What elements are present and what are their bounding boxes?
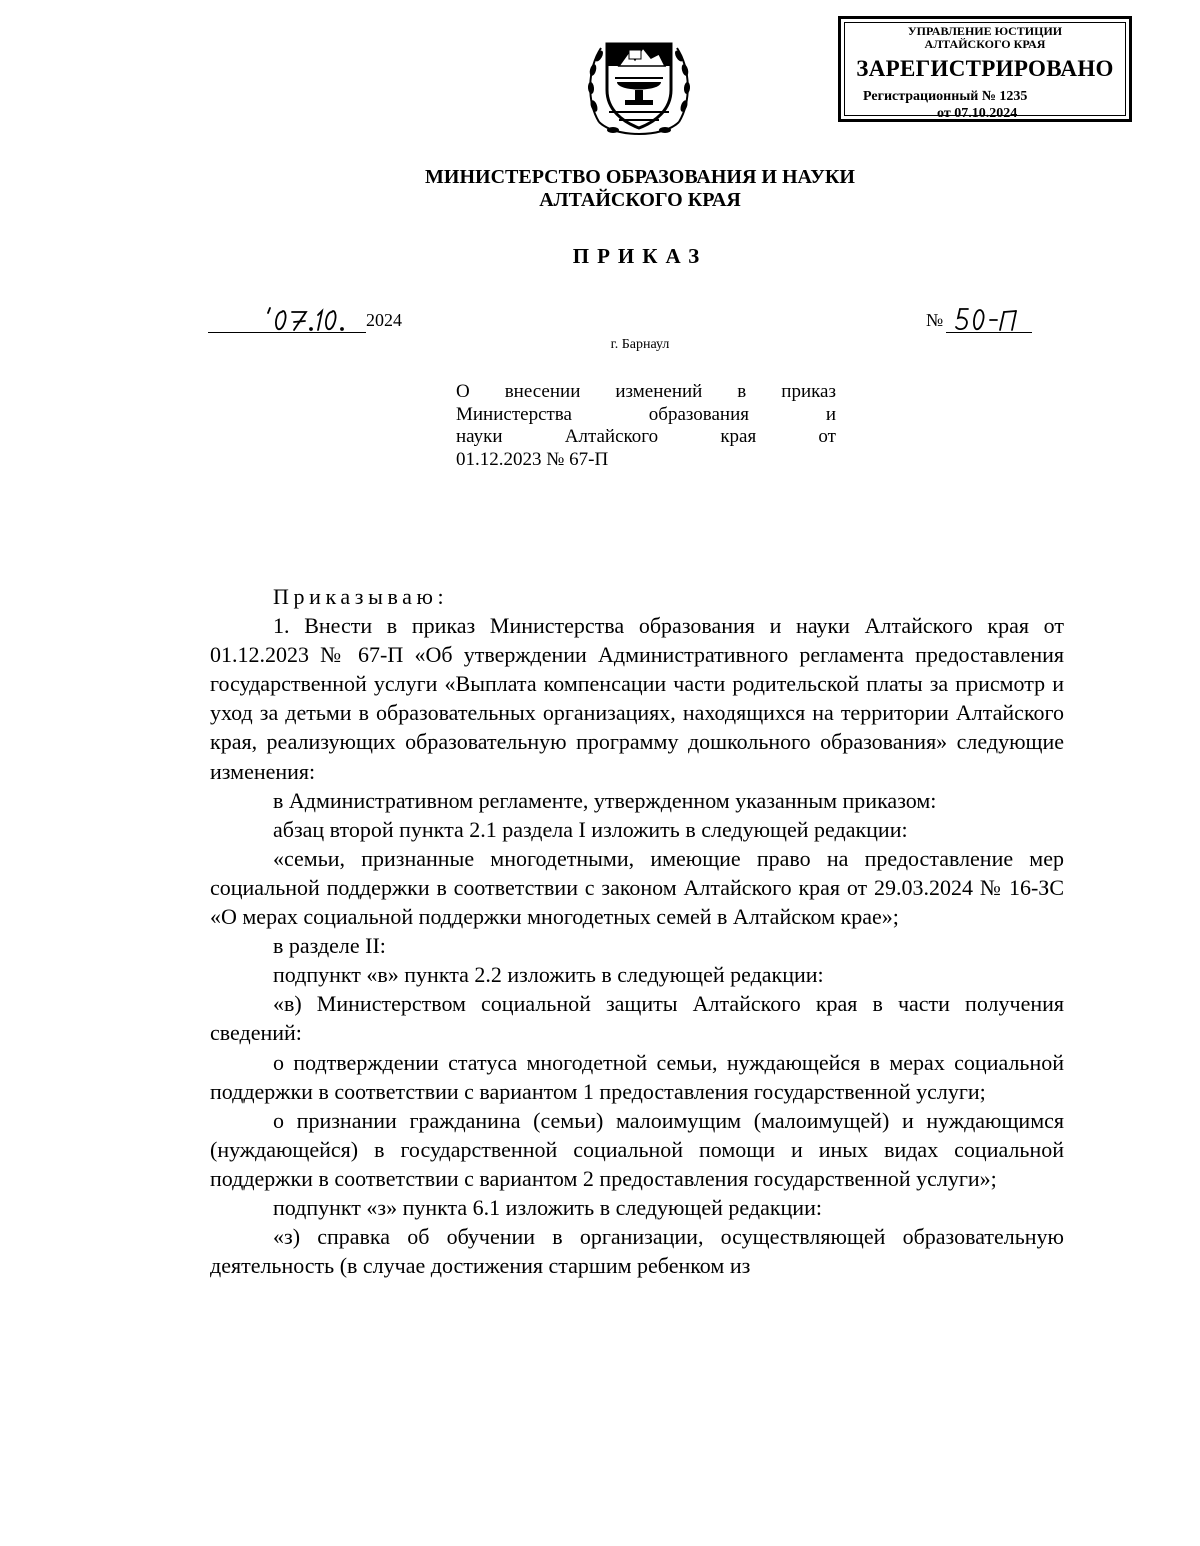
body-paragraph: подпункт «в» пункта 2.2 изложить в следующей редакции:	[273, 962, 824, 988]
subject-line: 01.12.2023 № 67-П	[456, 448, 609, 470]
handwritten-date	[256, 300, 352, 334]
body-paragraph: «семьи, признанные многодетными, имеющие право на предоставление мер социальной поддержки в соответствии с законом Алтайского края от 29.03.2024 № 16-ЗС «О мерах социальной поддержки многодетных семей в Алтайском крае»;	[210, 845, 1064, 930]
body-paragraph: о признании гражданина (семьи) малоимущим (малоимущей) и нуждающимся (нуждающейся) в государственной социальной помощи и иных видах социальной поддержки в соответствии с вариантом 2 предоставления государственной услуги»;	[210, 1107, 1064, 1191]
stamp-registration-date: от 07.10.2024	[937, 106, 1018, 121]
document-date-year: 2024	[366, 310, 402, 330]
ministry-name-line2: АЛТАЙСКОГО КРАЯ	[539, 189, 741, 211]
document-type-heading: ПРИКАЗ	[572, 244, 708, 268]
subject-line: О внесении изменений в приказ	[456, 381, 836, 402]
body-paragraph: в разделе II:	[273, 933, 386, 959]
order-subject	[456, 381, 836, 471]
order-directive-word: Приказываю:	[273, 584, 449, 609]
body-paragraph: о подтверждении статуса многодетной семьи, нуждающейся в мерах социальной поддержки в соответствии с вариантом 1 предоставления государственной услуги;	[210, 1049, 1064, 1104]
body-paragraph: 1. Внести в приказ Министерства образования и науки Алтайского края от 01.12.2023 № 67-П «Об утверждении Административного регламента предоставления государственной услуги «Выплата компенсации части родительской платы за присмотр и уход за детьми в образовательных организациях, находящихся на территории Алтайского края, реализующих образовательную программу дошкольного образования» следующие изменения:	[210, 613, 1064, 784]
subject-line: науки Алтайского края от	[456, 426, 836, 447]
body-paragraph: подпункт «з» пункта 6.1 изложить в следующей редакции:	[273, 1194, 822, 1220]
handwritten-document-number	[950, 300, 1028, 334]
registration-stamp	[838, 16, 1132, 122]
city-name: г. Барнаул	[610, 337, 670, 352]
body-paragraph: в Административном регламенте, утвержденном указанным приказом:	[273, 787, 937, 813]
number-sign: №	[926, 310, 944, 330]
body-paragraph: «в) Министерством социальной защиты Алтайского края в части получения сведений:	[210, 991, 1064, 1046]
body-paragraph: абзац второй пункта 2.1 раздела I изложить в следующей редакции:	[273, 816, 908, 842]
stamp-agency-line2: АЛТАЙСКОГО КРАЯ	[924, 37, 1046, 51]
stamp-registration-number: Регистрационный № 1235	[863, 89, 1028, 104]
subject-line: Министерства образования и	[456, 403, 836, 425]
stamp-agency-line1: УПРАВЛЕНИЕ ЮСТИЦИИ	[907, 24, 1063, 38]
altai-krai-coat-of-arms-icon	[585, 26, 693, 142]
stamp-title: ЗАРЕГИСТРИРОВАНО	[856, 56, 1114, 81]
order-body	[210, 582, 1064, 1280]
ministry-name-line1: МИНИСТЕРСТВО ОБРАЗОВАНИЯ И НАУКИ	[425, 166, 855, 188]
body-paragraph: «з) справка об обучении в организации, осуществляющей образовательную деятельность (в случае достижения старшим ребенком из	[210, 1224, 1064, 1279]
